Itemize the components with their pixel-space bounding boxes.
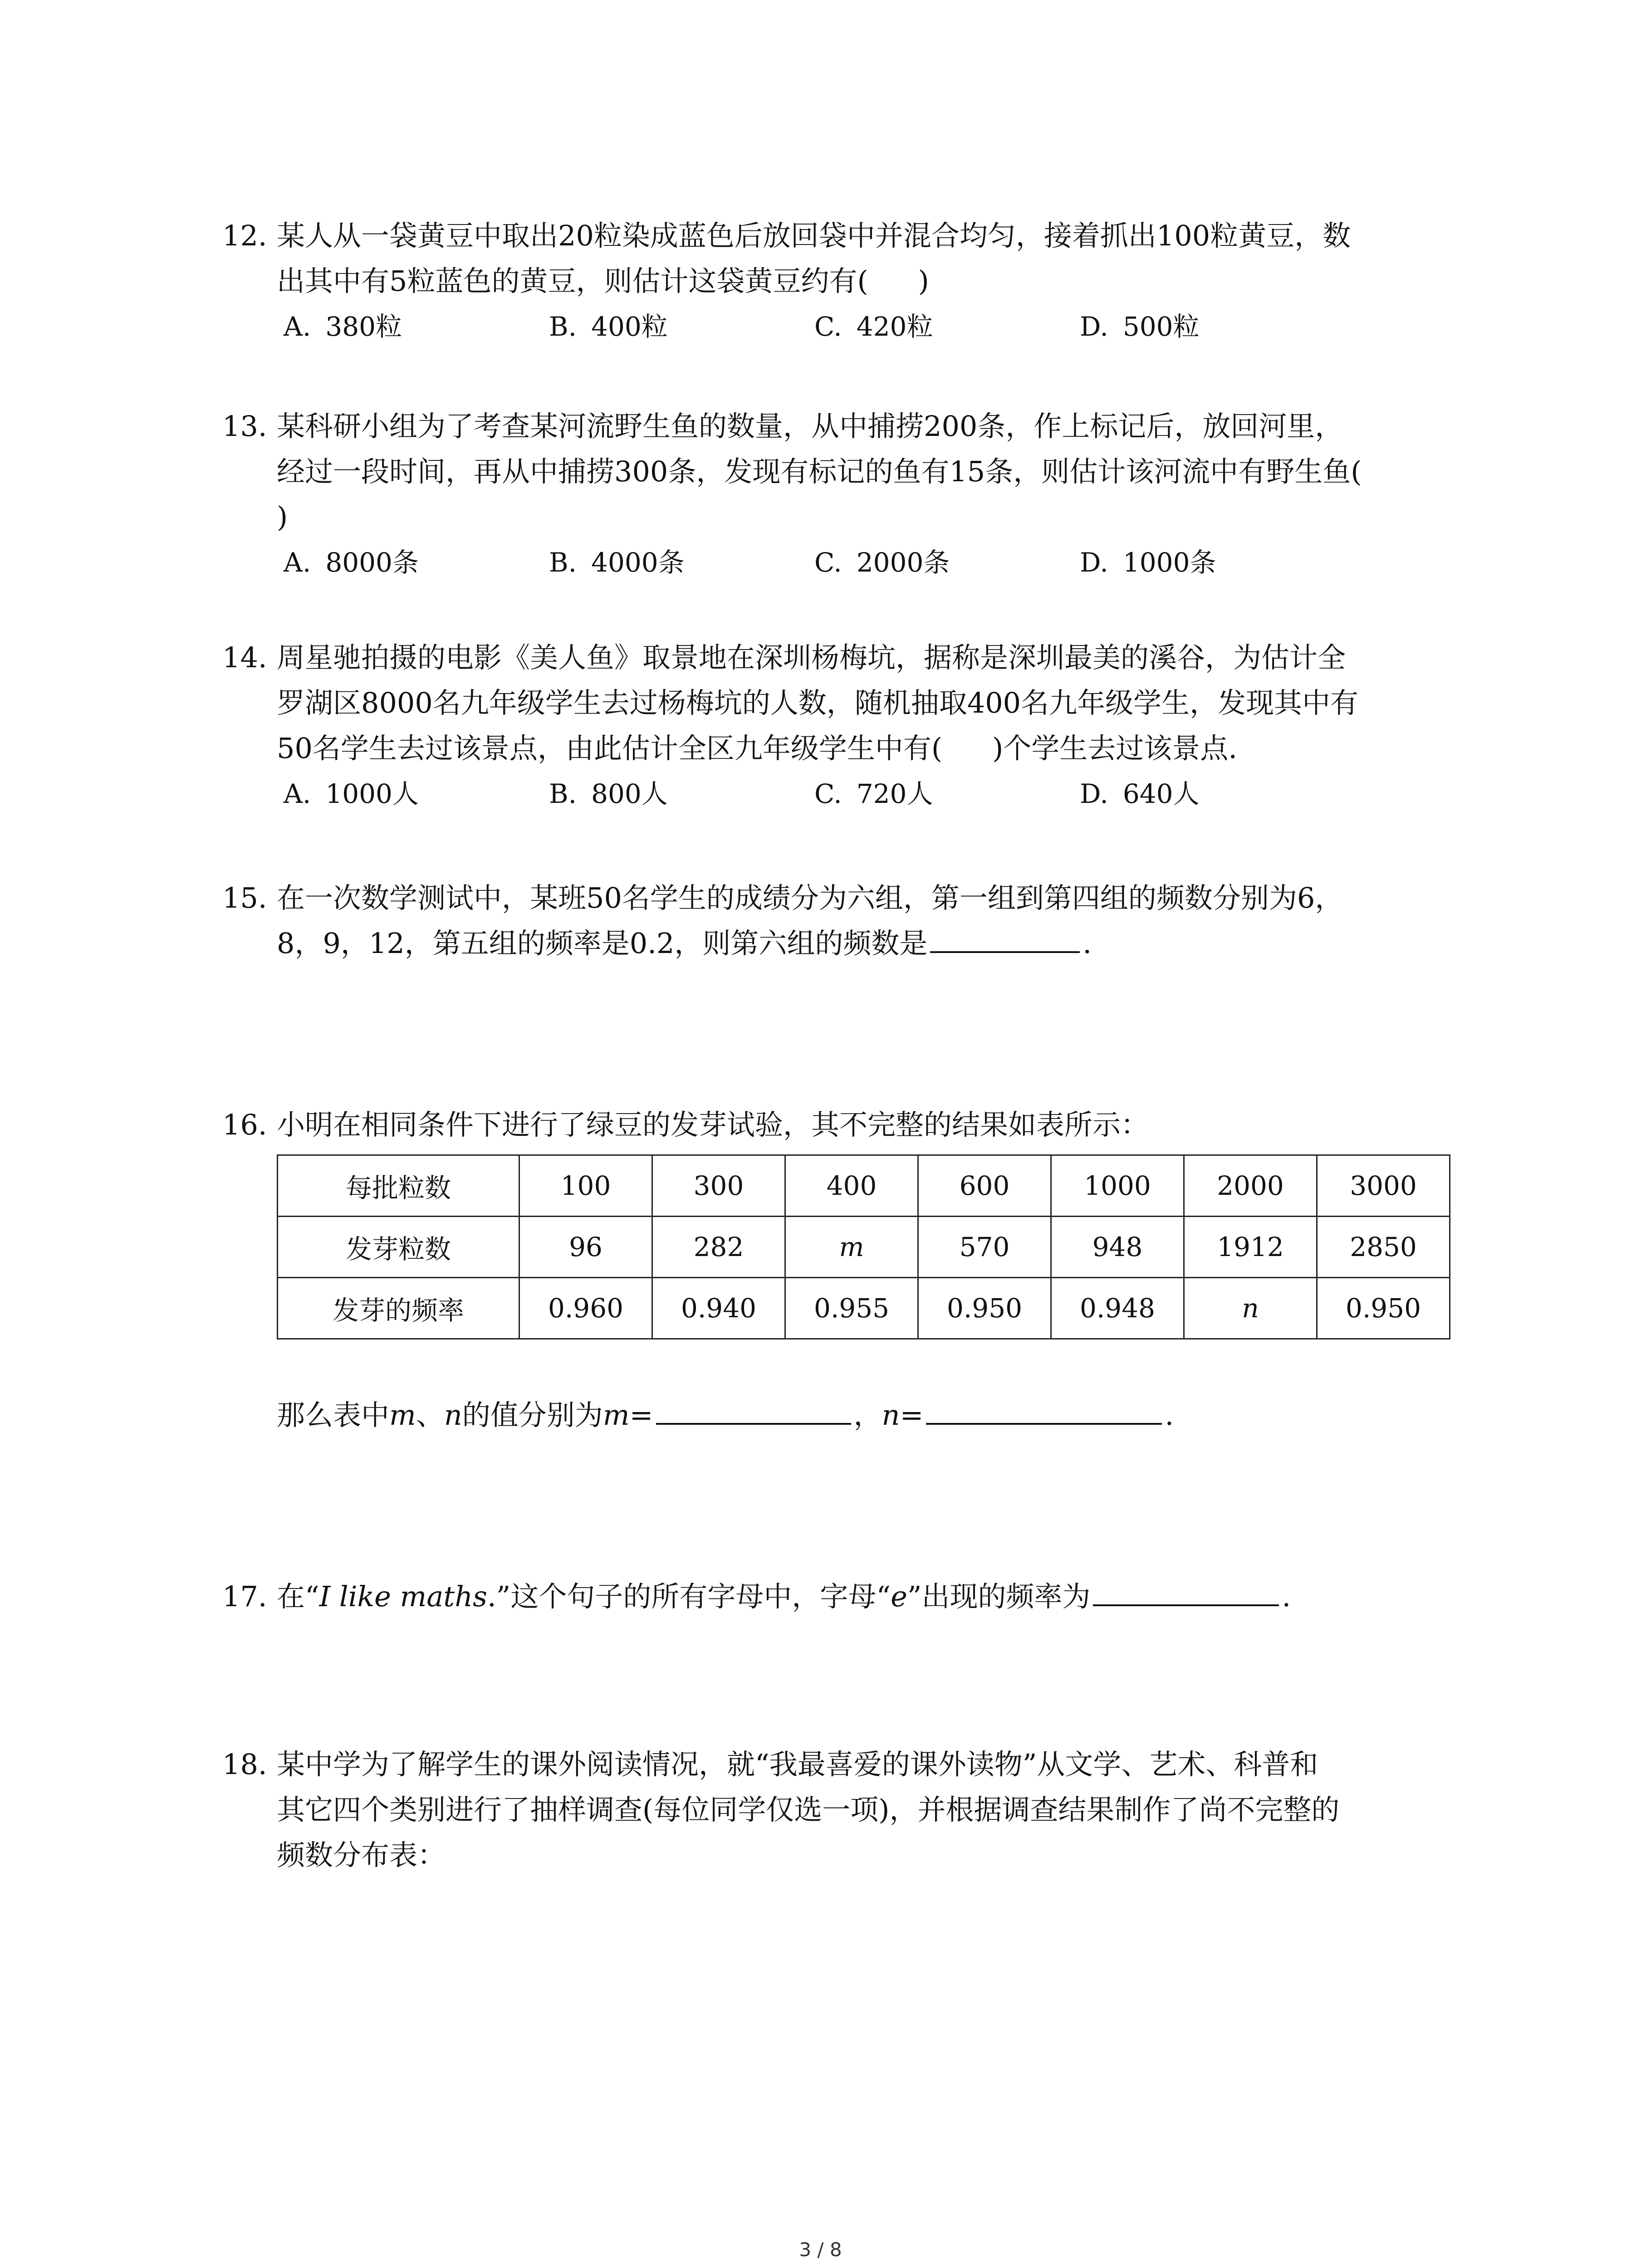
table-cell-variable-n: n xyxy=(1184,1278,1317,1339)
table-cell: 0.948 xyxy=(1051,1278,1184,1339)
question-text: 小明在相同条件下进行了绿豆的发芽试验，其不完整的结果如表所示： xyxy=(277,1108,1149,1141)
table-cell: 96 xyxy=(519,1217,652,1278)
table-cell: 0.955 xyxy=(785,1278,918,1339)
table-cell: 400 xyxy=(785,1155,918,1217)
question-text: 出其中有5粒蓝色的黄豆，则估计这袋黄豆约有( xyxy=(277,264,868,298)
question-text: 罗湖区8000名九年级学生去过杨梅坑的人数，随机抽取400名九年级学生，发现其中有 xyxy=(277,686,1359,719)
table-cell-variable-m: m xyxy=(785,1217,918,1278)
question-text: ) xyxy=(918,264,929,298)
table-cell: 282 xyxy=(652,1217,785,1278)
question-12 xyxy=(222,213,1470,349)
option-b: B. 4000条 xyxy=(549,547,685,578)
option-d: D. 500粒 xyxy=(1080,311,1200,342)
option-b: B. 800人 xyxy=(549,778,668,809)
question-text: ) xyxy=(277,500,288,533)
question-text: 某科研小组为了考查某河流野生鱼的数量，从中捕捞200条，作上标记后，放回河里， xyxy=(277,410,1343,443)
table-cell: 0.950 xyxy=(1317,1278,1450,1339)
table-cell: 3000 xyxy=(1317,1155,1450,1217)
question-text: )个学生去过该景点. xyxy=(992,732,1237,765)
quoted-sentence: I like maths xyxy=(319,1580,487,1613)
germination-table xyxy=(277,1154,1450,1339)
question-text: 经过一段时间，再从中捕捞300条，发现有标记的鱼有15条，则估计该河流中有野生鱼( xyxy=(277,455,1362,488)
options-row xyxy=(222,771,1470,816)
question-13 xyxy=(222,404,1470,585)
question-text: 50名学生去过该景点，由此估计全区九年级学生中有( xyxy=(277,732,943,765)
table-cell: 300 xyxy=(652,1155,785,1217)
table-row xyxy=(278,1278,1450,1339)
question-text: 其它四个类别进行了抽样调查(每位同学仅选一项)，并根据调查结果制作了尚不完整的 xyxy=(277,1793,1340,1826)
option-c: C. 420粒 xyxy=(814,311,933,342)
option-c: C. 720人 xyxy=(814,778,933,809)
question-text: 频数分布表： xyxy=(277,1838,446,1872)
page-number: 3 / 8 xyxy=(799,2239,842,2261)
table-cell: 2000 xyxy=(1184,1155,1317,1217)
table-cell: 0.960 xyxy=(519,1278,652,1339)
question-number: 18. xyxy=(222,1748,267,1781)
question-number: 14. xyxy=(222,641,267,674)
row-header: 发芽粒数 xyxy=(278,1217,519,1278)
question-16-followup: 那么表中m、n的值分别为m= ，n= . xyxy=(277,1393,1524,1438)
row-header: 每批粒数 xyxy=(278,1155,519,1217)
question-number: 15. xyxy=(222,881,267,914)
options-row xyxy=(222,540,1470,585)
question-15: 15. 在一次数学测试中，某班50名学生的成绩分为六组，第一组到第四组的频数分别为6， 8，9，12，第五组的频率是0.2，则第六组的频数是 . xyxy=(222,875,1470,966)
row-header: 发芽的频率 xyxy=(278,1278,519,1339)
question-16 xyxy=(222,1102,1470,1148)
question-text: 某中学为了解学生的课外阅读情况，就“我最喜爱的课外读物”从文学、艺术、科普和 xyxy=(277,1748,1318,1781)
options-row xyxy=(222,304,1470,349)
answer-blank-n[interactable] xyxy=(926,1395,1162,1425)
table-row xyxy=(278,1155,1450,1217)
question-text: 在一次数学测试中，某班50名学生的成绩分为六组，第一组到第四组的频数分别为6， xyxy=(277,881,1343,914)
answer-blank[interactable] xyxy=(930,923,1080,953)
table-cell: 0.950 xyxy=(918,1278,1051,1339)
question-number: 17. xyxy=(222,1580,267,1613)
question-text: 周星驰拍摄的电影《美人鱼》取景地在深圳杨梅坑，据称是深圳最美的溪谷，为估计全 xyxy=(277,641,1346,674)
table-cell: 600 xyxy=(918,1155,1051,1217)
table-cell: 100 xyxy=(519,1155,652,1217)
question-number: 16. xyxy=(222,1108,267,1141)
question-text: 8，9，12，第五组的频率是0.2，则第六组的频数是 xyxy=(277,927,928,960)
table-cell: 1000 xyxy=(1051,1155,1184,1217)
option-b: B. 400粒 xyxy=(549,311,668,342)
question-number: 12. xyxy=(222,219,267,252)
question-number: 13. xyxy=(222,410,267,443)
option-d: D. 640人 xyxy=(1080,778,1200,809)
question-text: 某人从一袋黄豆中取出20粒染成蓝色后放回袋中并混合均匀，接着抓出100粒黄豆，数 xyxy=(277,219,1351,252)
answer-blank[interactable] xyxy=(1093,1576,1279,1606)
option-d: D. 1000条 xyxy=(1080,547,1216,578)
question-17: 17. 在“I like maths.”这个句子的所有字母中，字母“e”出现的频率为 . xyxy=(222,1574,1470,1619)
option-c: C. 2000条 xyxy=(814,547,950,578)
question-18 xyxy=(222,1742,1470,1878)
answer-blank-m[interactable] xyxy=(656,1395,851,1425)
table-cell: 948 xyxy=(1051,1217,1184,1278)
table-cell: 2850 xyxy=(1317,1217,1450,1278)
table-cell: 570 xyxy=(918,1217,1051,1278)
option-a: A. 380粒 xyxy=(284,311,402,342)
question-14 xyxy=(222,635,1470,816)
table-cell: 0.940 xyxy=(652,1278,785,1339)
table-row xyxy=(278,1217,1450,1278)
option-a: A. 8000条 xyxy=(284,547,419,578)
table-cell: 1912 xyxy=(1184,1217,1317,1278)
option-a: A. 1000人 xyxy=(284,778,419,809)
